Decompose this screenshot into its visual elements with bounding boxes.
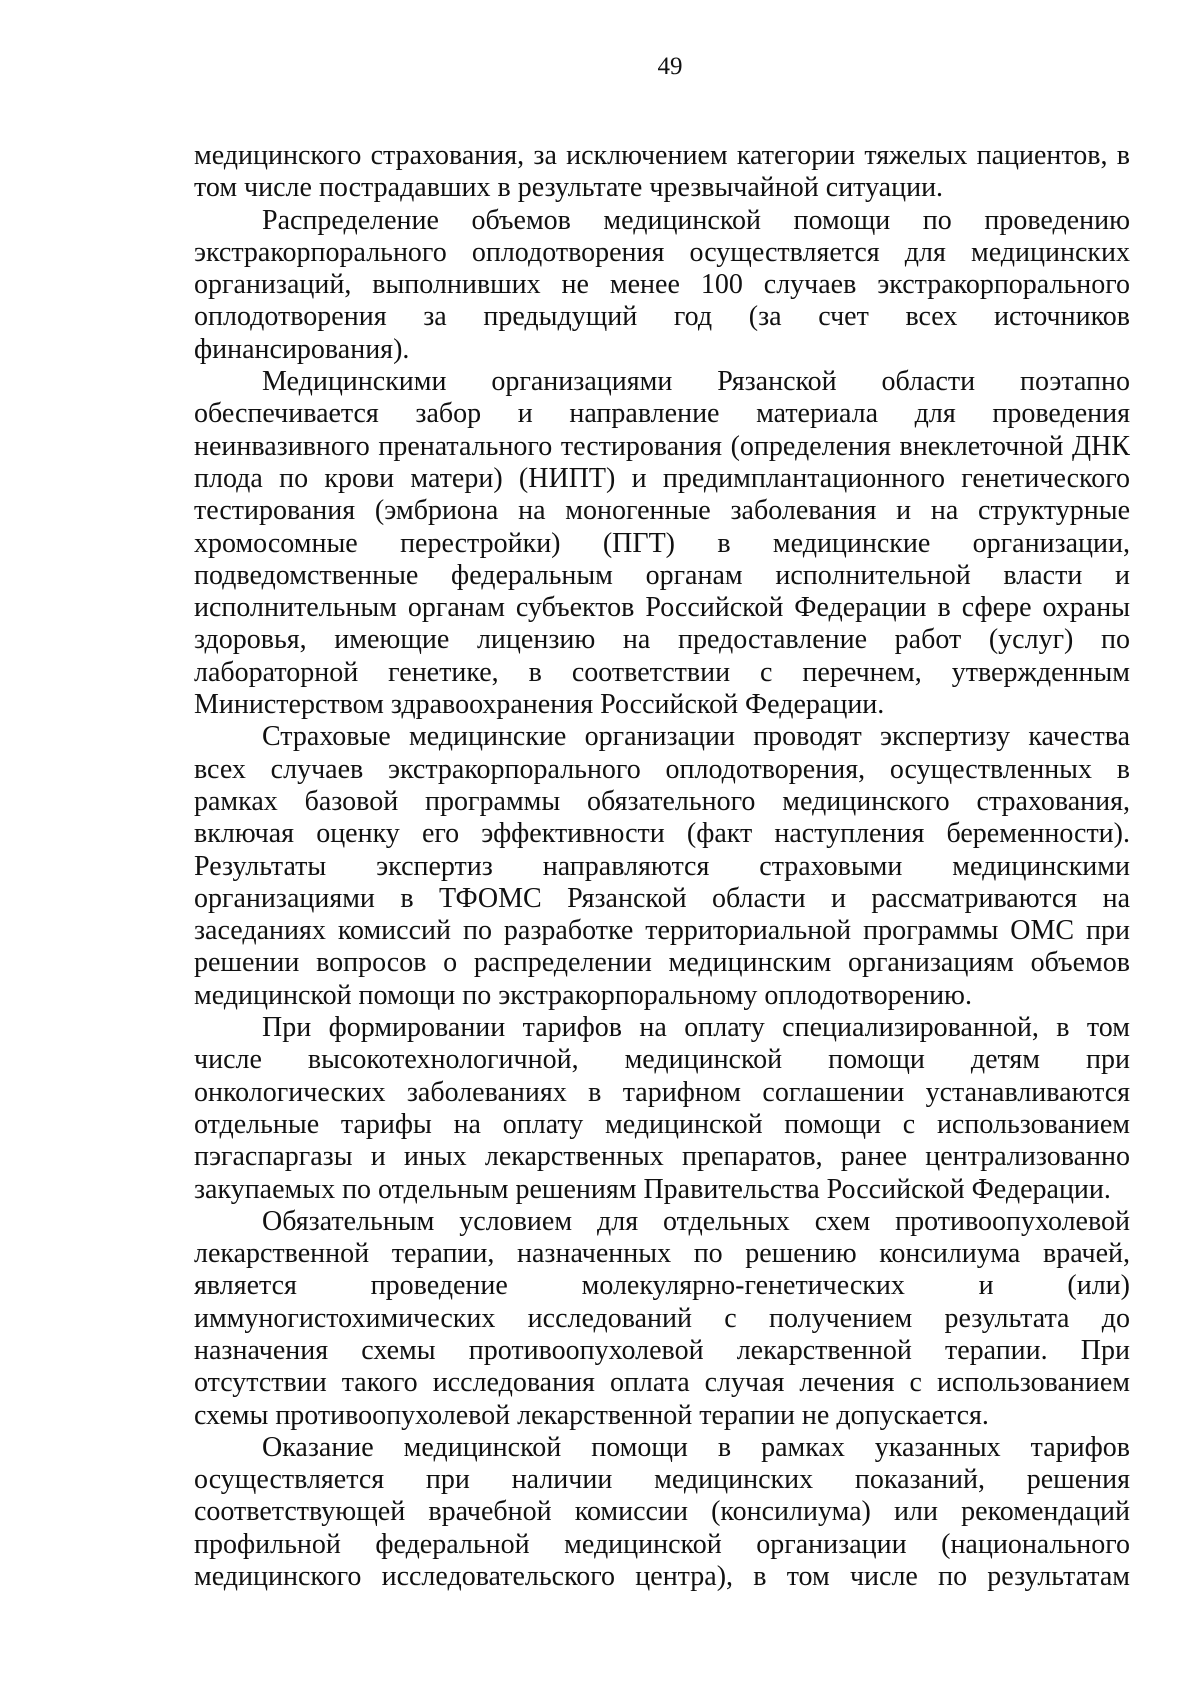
paragraph-care-provision: Оказание медицинской помощи в рамках указанных тарифов осуществляется при наличии медицинских показаний, решения соответствующей врачебной комиссии (консилиума) или рекомендаций профильной федеральной медицинской организации (национального медицинского исследовательского центра), в том числе по результатам	[194, 1431, 1130, 1593]
paragraph-continued: медицинского страхования, за исключением категории тяжелых пациентов, в том числе пострадавших в результате чрезвычайной ситуации.	[194, 140, 1130, 204]
paragraph-genetic-testing: Медицинскими организациями Рязанской области поэтапно обеспечивается забор и направление материала для проведения неинвазивного пренатального тестирования (определения внеклеточной ДНК плода по крови матери) (НИПТ) и предимплантационного генетического тестирования (эмбриона на моногенные заболевания и на структурные хромосомные перестройки) (ПГТ) в медицинские организации, подведомственные федеральным органам исполнительной власти и исполнительным органам субъектов Российской Федерации в сфере охраны здоровья, имеющие лицензию на предоставление работ (услуг) по лабораторной генетике, в соответствии с перечнем, утвержденным Министерством здравоохранения Российской Федерации.	[194, 366, 1130, 721]
paragraph-antitumor-therapy-condition: Обязательным условием для отдельных схем противоопухолевой лекарственной терапии, назначенных по решению консилиума врачей, является проведение молекулярно-генетических и (или) иммуногистохимических исследований с получением результата до назначения схемы противоопухолевой лекарственной терапии. При отсутствии такого исследования оплата случая лечения с использованием схемы противоопухолевой лекарственной терапии не допускается.	[194, 1205, 1130, 1431]
page-number: 49	[657, 53, 683, 80]
paragraph-ivf-volume-distribution: Распределение объемов медицинской помощи по проведению экстракорпорального оплодотворения осуществляется для медицинских организаций, выполнивших не менее 100 случаев экстракорпорального оплодотворения за предыдущий год (за счет всех источников финансирования).	[194, 204, 1130, 365]
document-body	[194, 140, 1130, 1593]
paragraph-pediatric-oncology-tariffs: При формировании тарифов на оплату специализированной, в том числе высокотехнологичной, медицинской помощи детям при онкологических заболеваниях в тарифном соглашении устанавливаются отдельные тарифы на оплату медицинской помощи с использованием пэгаспаргазы и иных лекарственных препаратов, ранее централизованно закупаемых по отдельным решениям Правительства Российской Федерации.	[194, 1012, 1130, 1205]
paragraph-insurance-expertise: Страховые медицинские организации проводят экспертизу качества всех случаев экстракорпорального оплодотворения, осуществленных в рамках базовой программы обязательного медицинского страхования, включая оценку его эффективности (факт наступления беременности). Результаты экспертиз направляются страховыми медицинскими организациями в ТФОМС Рязанской области и рассматриваются на заседаниях комиссий по разработке территориальной программы ОМС при решении вопросов о распределении медицинским организациям объемов медицинской помощи по экстракорпоральному оплодотворению.	[194, 721, 1130, 1011]
